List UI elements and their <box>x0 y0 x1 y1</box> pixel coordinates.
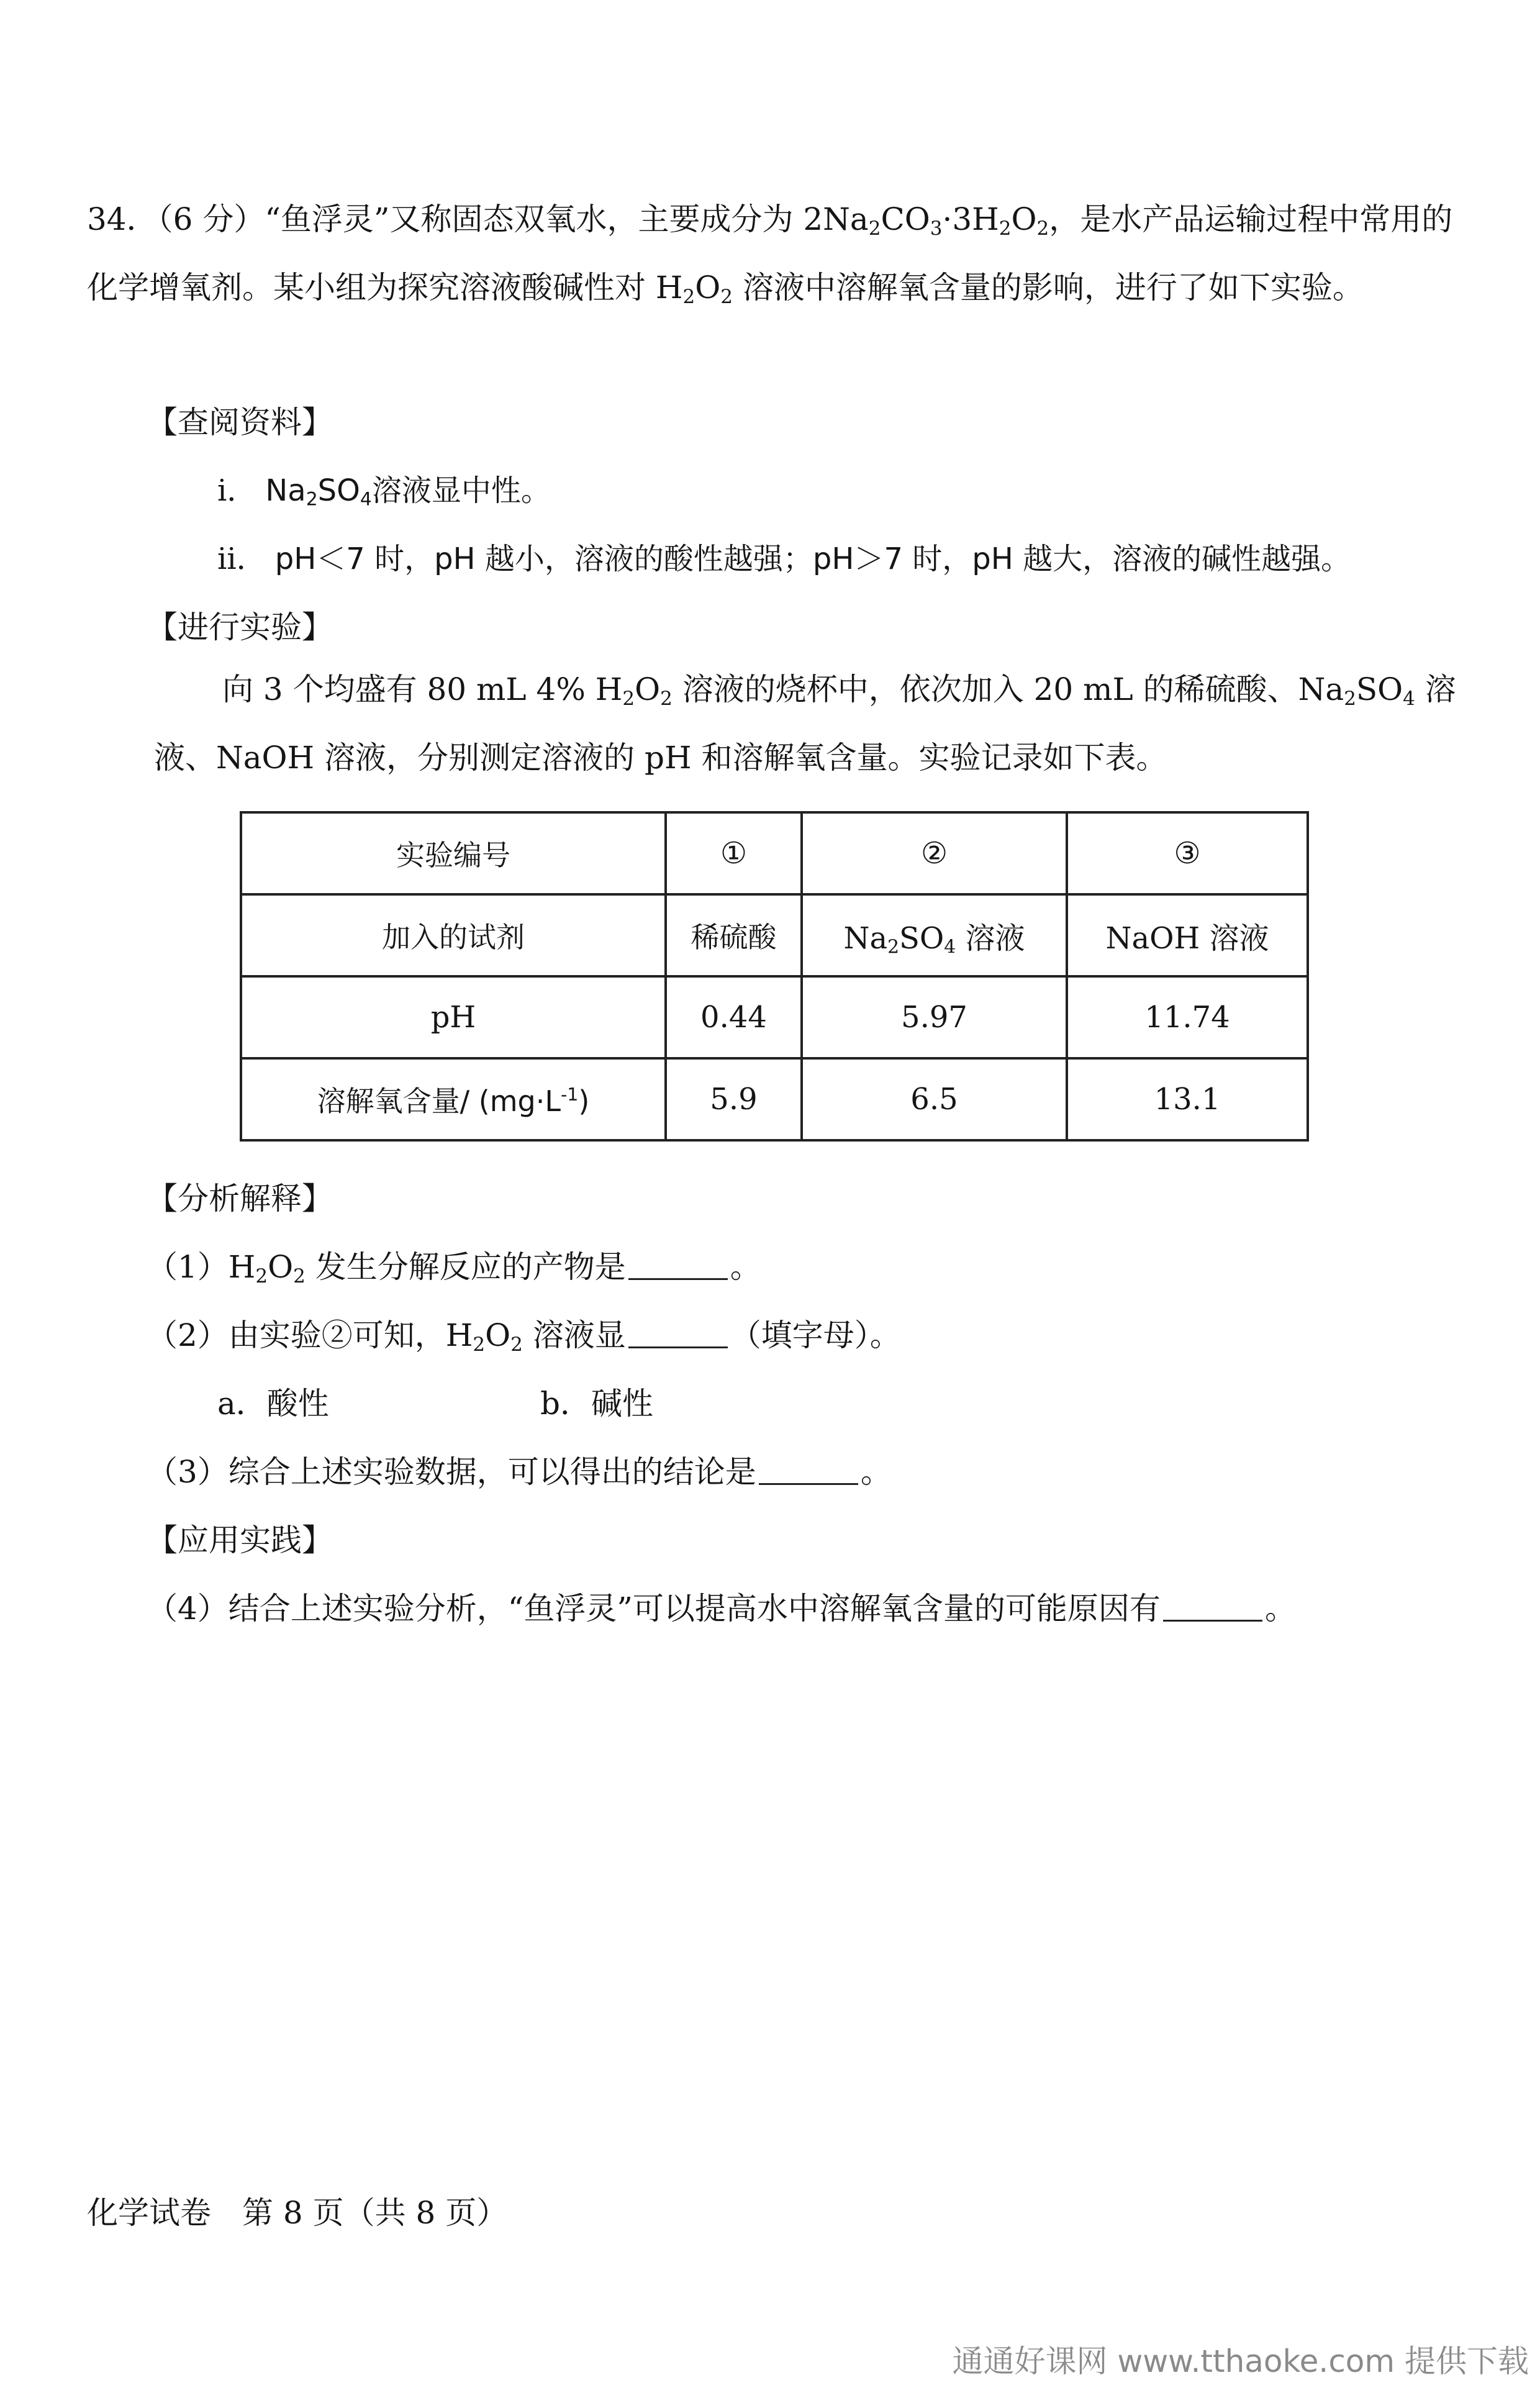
table-cell: ③ <box>1067 812 1308 894</box>
table-cell: 6.5 <box>802 1058 1067 1140</box>
experiment-procedure: 向 3 个均盛有 80 mL 4% $H_2O_2$ 溶液的烧杯中，依次加入 20 mL 的稀硫酸、$Na_2SO_4$ 溶液、NaOH 溶液，分别测定溶液的 pH 和溶解氧含量。实验记录如下表。 <box>154 671 1456 776</box>
section-application: 【应用实践】 <box>147 1522 333 1558</box>
question-score: （6 分） <box>157 201 265 237</box>
row-label-ph: pH <box>241 976 666 1058</box>
sub-question-2: （2）由实验②可知，$H_2O_2$ 溶液显 （填字母）。 <box>147 1317 901 1356</box>
section-reference: 【查阅资料】 <box>147 404 333 440</box>
option-b: b．碱性 <box>540 1386 654 1422</box>
row-label-oxygen: 溶解氧含量/ $(mg\cdot L^{-1})$ <box>241 1058 666 1140</box>
experiment-table <box>240 811 1309 1142</box>
option-a: a．酸性 <box>217 1386 329 1422</box>
table-row <box>241 1058 1308 1140</box>
answer-blank[interactable] <box>1163 1591 1262 1622</box>
reference-item-1: ⅰ． $Na_2SO_4$溶液显中性。 <box>217 473 551 511</box>
question-number: 34． <box>87 201 158 237</box>
row-label-reagent: 加入的试剂 <box>241 894 666 976</box>
table-cell: $Na_2SO_4$ 溶液 <box>802 894 1067 976</box>
table-cell: ① <box>666 812 802 894</box>
table-cell: 稀硫酸 <box>666 894 802 976</box>
sub-question-1: $(1)H_2O_2$ 发生分解反应的产物是 。 <box>147 1249 761 1287</box>
table-row <box>241 894 1308 976</box>
answer-blank[interactable] <box>759 1455 858 1485</box>
table-row <box>241 976 1308 1058</box>
answer-blank[interactable] <box>628 1318 728 1348</box>
row-label-id: 实验编号 <box>241 812 666 894</box>
sub-question-4: （4）结合上述实验分析，“鱼浮灵”可以提高水中溶解氧含量的可能原因有 。 <box>147 1591 1296 1627</box>
table-cell: 13.1 <box>1067 1058 1308 1140</box>
section-experiment: 【进行实验】 <box>147 609 333 645</box>
reference-item-2: ⅱ． pH＜7 时，pH 越小，溶液的酸性越强；pH＞7 时，pH 越大，溶液的碱性越强。 <box>217 542 1351 576</box>
section-analysis: 【分析解释】 <box>147 1181 333 1217</box>
table-row <box>241 812 1308 894</box>
question-intro: 34．（6 分）“鱼浮灵”又称固态双氧水，主要成分为 $2Na_2CO_3\cdot 3H_2O_2$，是水产品运输过程中常用的化学增氧剂。某小组为探究溶液酸碱性对 $H_2O_2$ 溶液中溶解氧含量的影响，进行了如下实验。 <box>87 201 1453 308</box>
answer-blank[interactable] <box>628 1250 728 1280</box>
table-cell: 11.74 <box>1067 976 1308 1058</box>
table-cell: ② <box>802 812 1067 894</box>
table-cell: 5.97 <box>802 976 1067 1058</box>
table-cell: 5.9 <box>666 1058 802 1140</box>
table-cell: NaOH 溶液 <box>1067 894 1308 976</box>
page-footer: 化学试卷 第 8 页（共 8 页） <box>87 2195 508 2231</box>
watermark: 通通好课网 www.tthaoke.com 提供下载 <box>952 2343 1529 2379</box>
sub-question-3: （3）综合上述实验数据，可以得出的结论是 。 <box>147 1454 892 1490</box>
table-cell: 0.44 <box>666 976 802 1058</box>
